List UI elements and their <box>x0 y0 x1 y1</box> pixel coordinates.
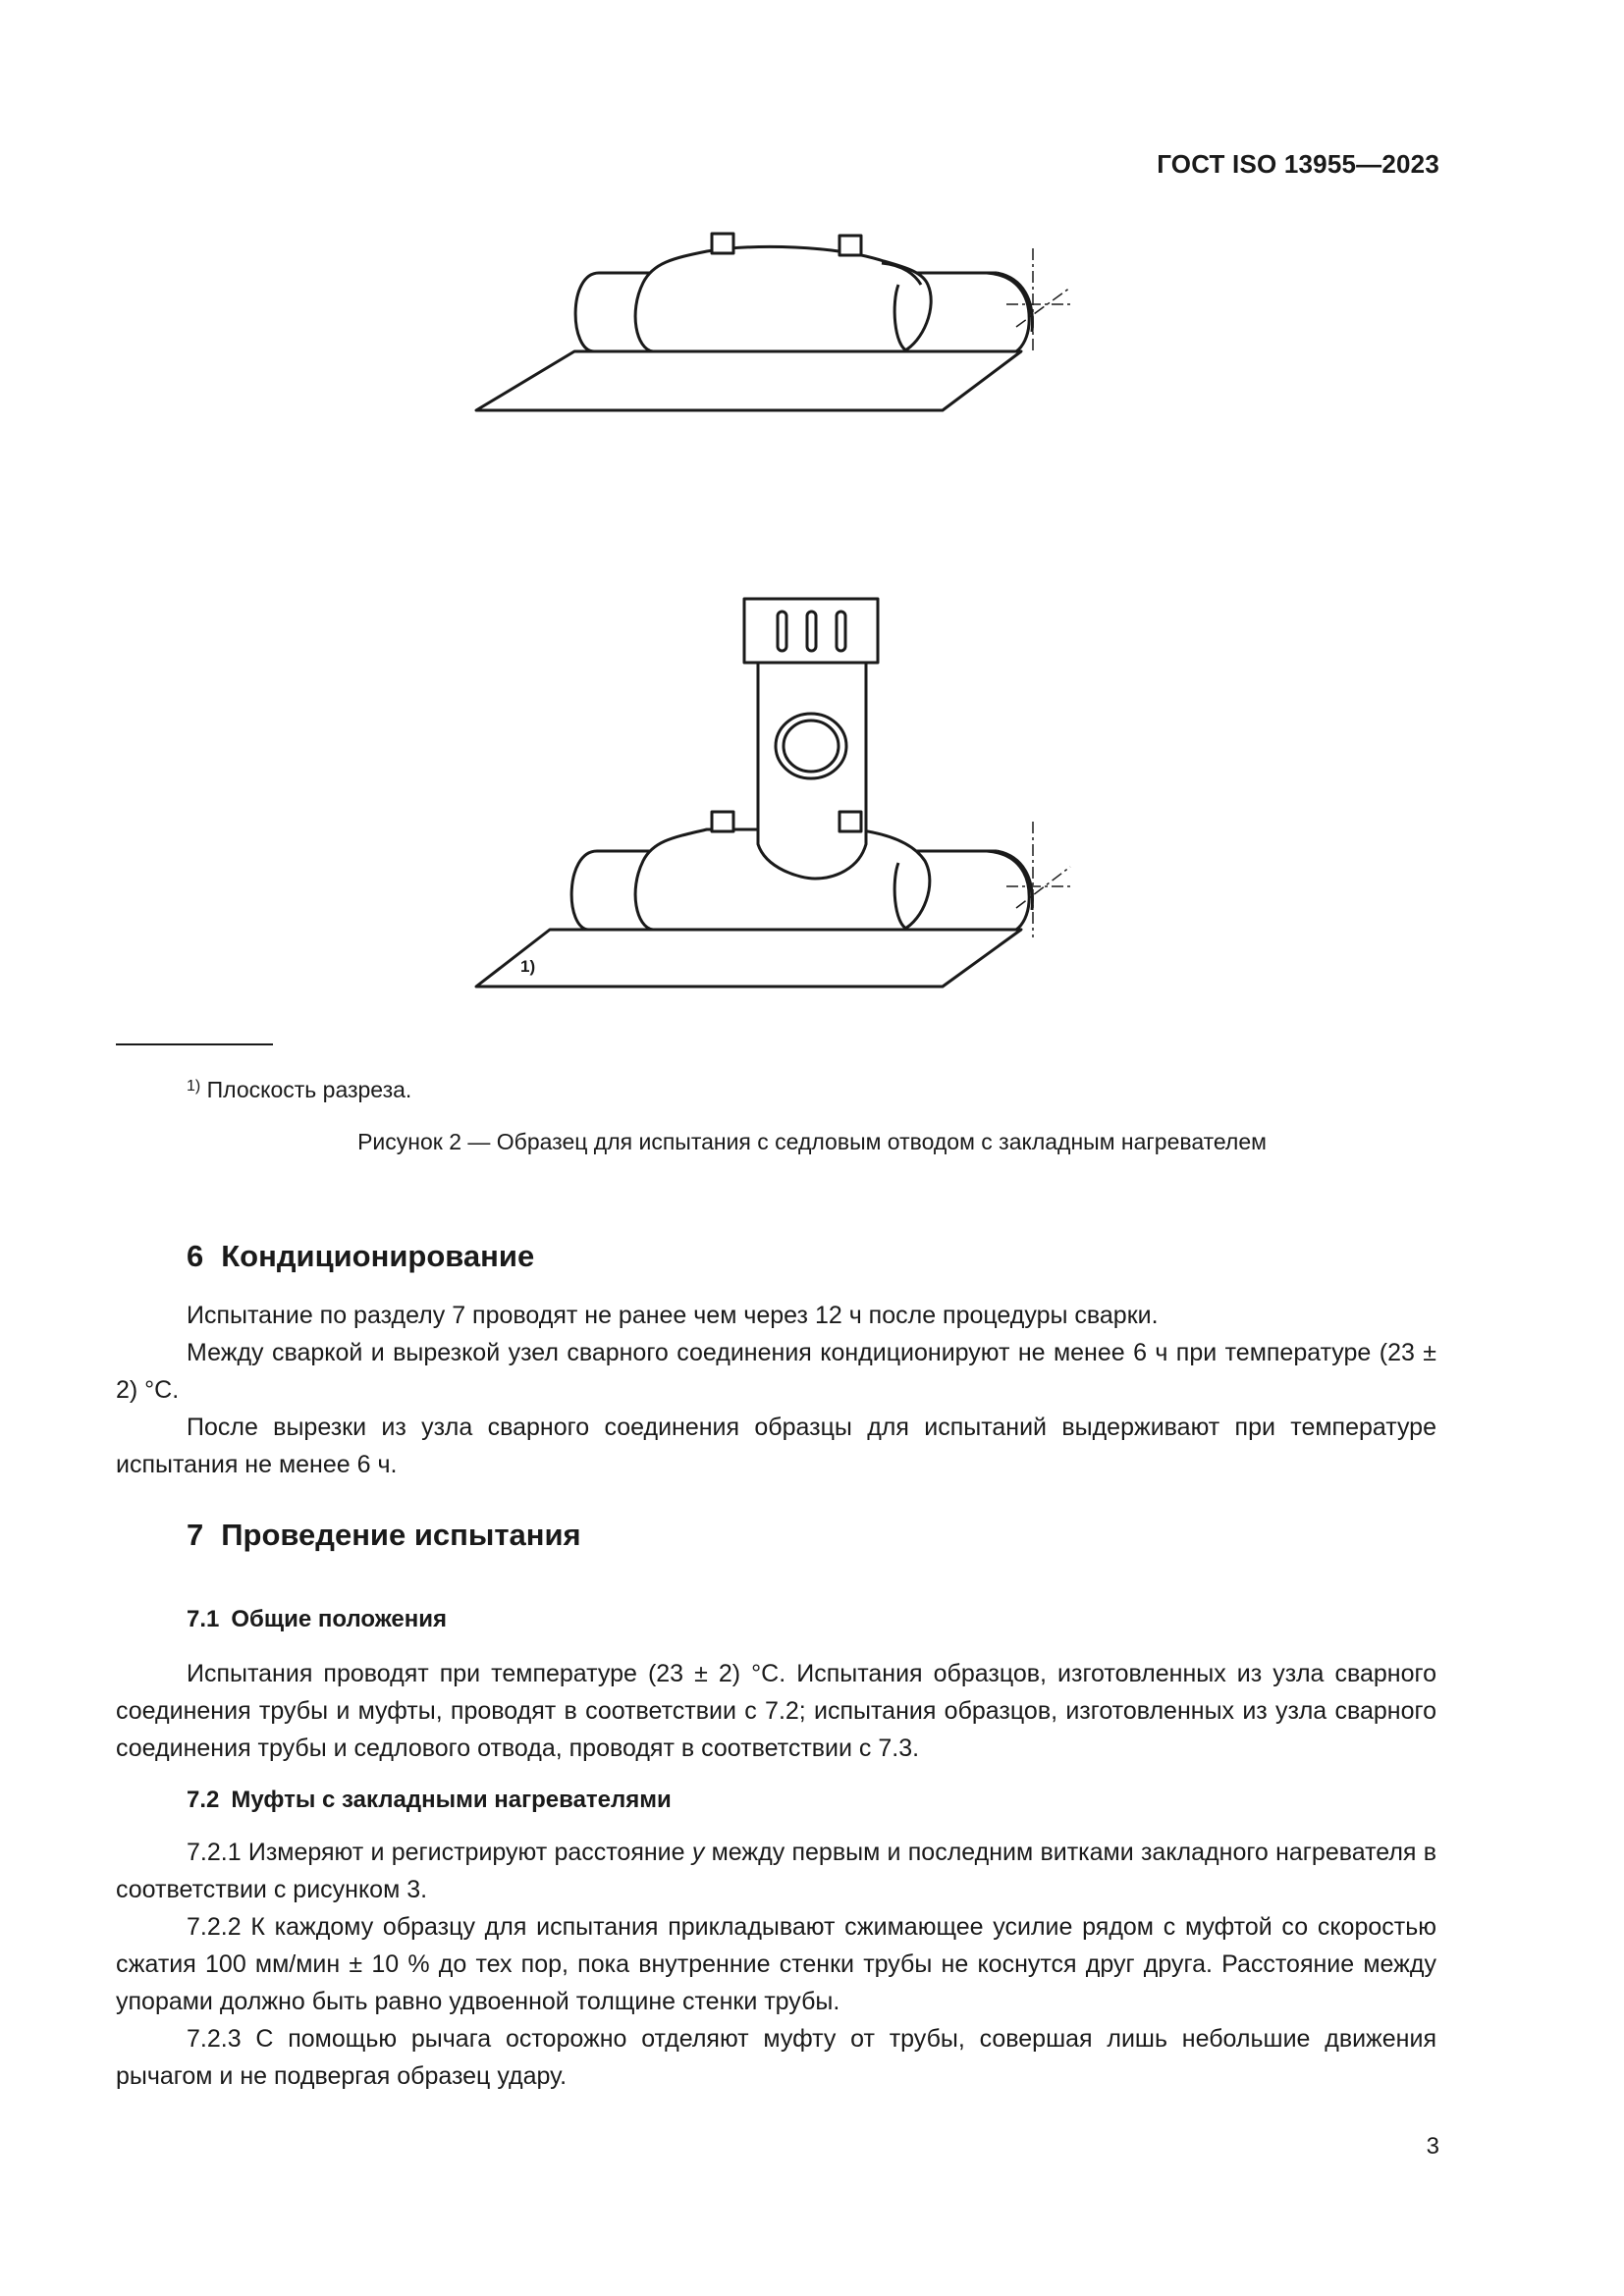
section-7-title: Проведение испытания <box>221 1518 581 1552</box>
footnote-ref: 1) <box>187 1078 201 1095</box>
figure-saddle-top <box>442 224 1188 420</box>
section-7-heading <box>187 1518 581 1553</box>
section-6-number: 6 <box>187 1239 204 1273</box>
clause-7-2-3: 7.2.3 С помощью рычага осторожно отделяют муфту от трубы, совершая лишь небольшие движения рычагом и не подвергая образец удару. <box>116 2025 1436 2090</box>
section-6-paragraph-3: После вырезки из узла сварного соединения образцы для испытаний выдерживают при температуре испытания не менее 6 ч. <box>116 1414 1436 1478</box>
subsection-7-1-title: Общие положения <box>231 1606 448 1632</box>
clause-7-2-1-text-start: 7.2.1 Измеряют и регистрируют расстояние <box>187 1839 692 1866</box>
page-number: 3 <box>1426 2133 1439 2160</box>
clause-7-2-1-text-end: между первым и последним витками закладного нагревателя в соответствии с рисунком 3. <box>116 1839 1436 1903</box>
section-6-heading <box>187 1239 534 1274</box>
section-6-paragraph-2: Между сваркой и вырезкой узел сварного соединения кондиционируют не менее 6 ч при температуре (23 ± 2) °С. <box>116 1339 1436 1404</box>
subsection-7-2-title: Муфты с закладными нагревателями <box>231 1787 672 1813</box>
section-6-title: Кондиционирование <box>221 1239 535 1273</box>
variable-y: y <box>691 1839 705 1866</box>
footnote <box>187 1077 411 1103</box>
document-header: ГОСТ ISO 13955—2023 <box>1157 149 1439 179</box>
figure-saddle-bottom <box>442 594 1188 1006</box>
section-7-number: 7 <box>187 1518 204 1552</box>
figure-footnote-marker: 1) <box>520 957 536 976</box>
subsection-7-2-number: 7.2 <box>187 1787 220 1813</box>
subsection-7-1-number: 7.1 <box>187 1606 220 1632</box>
figure-caption: Рисунок 2 — Образец для испытания с седловым отводом с закладным нагревателем <box>357 1129 1267 1154</box>
section-6-paragraph-1: Испытание по разделу 7 проводят не ранее чем через 12 ч после процедуры сварки. <box>187 1302 1159 1329</box>
subsection-7-1-paragraph: Испытания проводят при температуре (23 ± 2) °С. Испытания образцов, изготовленных из узла сварного соединения трубы и муфты, проводят в соответствии с 7.2; испытания образцов, изготовленных из узла сварного соединения трубы и седлового отвода, проводят в соответствии с 7.3. <box>116 1660 1436 1762</box>
footnote-divider <box>116 1043 273 1045</box>
clause-7-2-2: 7.2.2 К каждому образцу для испытания прикладывают сжимающее усилие рядом с муфтой со скоростью сжатия 100 мм/мин ± 10 % до тех пор, пока внутренние стенки трубы не коснутся друг друга. Расстояние между упорами должно быть равно удвоенной толщине стенки трубы. <box>116 1913 1436 2015</box>
footnote-text: Плоскость разреза. <box>206 1077 412 1102</box>
subsection-7-1-heading <box>187 1606 447 1633</box>
subsection-7-2-heading <box>187 1787 672 1814</box>
clause-7-2-1 <box>116 1834 1436 1908</box>
